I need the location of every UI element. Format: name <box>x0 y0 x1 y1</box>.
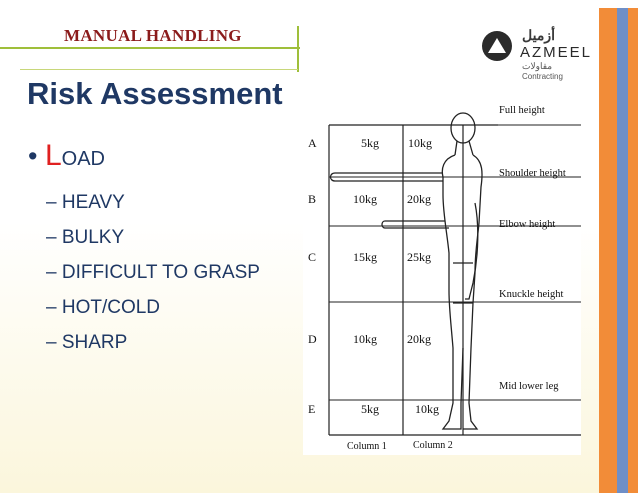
bullet-rest: OAD <box>61 148 105 170</box>
weight-col2: 20kg <box>407 192 431 206</box>
list-item: – DIFFICULT TO GRASP <box>46 262 260 283</box>
column-label: Column 2 <box>413 440 453 451</box>
weight-col2: 10kg <box>408 136 432 150</box>
row-label: D <box>308 332 317 346</box>
column-label: Column 1 <box>347 441 387 452</box>
list-item: – HEAVY <box>46 192 125 213</box>
logo-name: AZMEEL <box>520 44 593 61</box>
bullet-load <box>28 139 105 173</box>
header-vertical-rule <box>297 26 299 72</box>
bullet-dot: • <box>28 141 38 171</box>
azmeel-logo <box>478 21 594 85</box>
row-label: B <box>308 192 317 206</box>
row-label: E <box>308 402 316 416</box>
logo-sub-arabic: مقاولات <box>522 61 553 71</box>
height-label: Mid lower leg <box>499 381 559 392</box>
list-item: – SHARP <box>46 332 128 353</box>
list-item: – BULKY <box>46 227 125 248</box>
weight-col2: 20kg <box>407 332 431 346</box>
logo-sub: Contracting <box>522 72 563 81</box>
height-label: Shoulder height <box>499 168 566 179</box>
weight-col1: 5kg <box>361 402 379 416</box>
logo-mark-icon <box>482 31 512 61</box>
weight-col1: 10kg <box>353 332 377 346</box>
human-figure <box>331 113 483 429</box>
height-label: Elbow height <box>499 219 556 230</box>
figure-svg <box>303 103 581 455</box>
weight-col2: 10kg <box>415 402 439 416</box>
side-stripe-orange-right <box>628 8 638 493</box>
slide-title: Risk Assessment <box>27 76 283 111</box>
weight-col2: 25kg <box>407 250 431 264</box>
logo-arabic: أزميل <box>522 27 555 43</box>
side-stripe-blue <box>617 8 628 493</box>
header-title: MANUAL HANDLING <box>64 26 242 45</box>
bullet-cap: L <box>44 139 62 172</box>
weight-col1: 10kg <box>353 192 377 206</box>
title-rule <box>20 69 298 70</box>
row-label: A <box>308 136 317 150</box>
weight-col1: 5kg <box>361 136 379 150</box>
row-label: C <box>308 250 317 264</box>
height-label: Knuckle height <box>499 289 564 300</box>
load-factor-list <box>46 191 260 366</box>
lifting-weights-figure <box>303 103 581 455</box>
list-item: – HOT/COLD <box>46 297 161 318</box>
side-stripe-orange <box>599 8 617 493</box>
height-label: Full height <box>499 105 545 116</box>
header-rule <box>0 47 300 49</box>
weight-col1: 15kg <box>353 250 377 264</box>
